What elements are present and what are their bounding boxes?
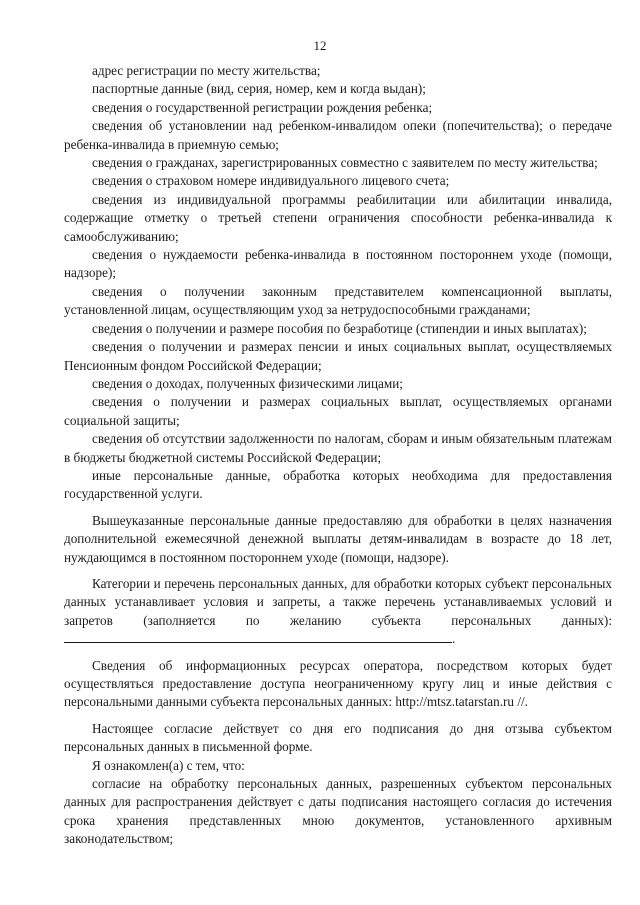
- list-item-insurance-number: сведения о страховом номере индивидуального лицевого счета;: [92, 173, 450, 189]
- acknowledgement-item: согласие на обработку персональных данных, разрешенных субъектом персональных данных для распространения действует с даты подписания настоящего согласия до истечения срока хранения представленных мною документов, установленного архивным законодательством;: [64, 776, 612, 847]
- list-item-passport-data: паспортные данные (вид, серия, номер, кем и когда выдан);: [92, 81, 426, 97]
- list-item-compensation-payment: сведения о получении законным представителем компенсационной выплаты, установленной лицам, осуществляющим уход за нетрудоспособными гражданами;: [64, 283, 612, 318]
- purpose-paragraph: Вышеуказанные персональные данные предоставляю для обработки в целях назначения дополнительной ежемесячной денежной выплаты детям-инвалидам в возрасте до 18 лет, нуждающимся в постоянном постороннем уходе (помощи, надзоре).: [64, 512, 612, 565]
- categories-text: Категории и перечень персональных данных, для обработки которых субъект персональных данных устанавливает условия и запреты, а также перечень устанавливаемых условий и запретов (заполняется по желанию субъекта персональных данных):: [64, 575, 612, 628]
- list-item-rehabilitation-program: сведения из индивидуальной программы реабилитации или абилитации инвалида, содержащие отметку о третьей степени ограничения способности ребенка-инвалида к самообслуживанию;: [64, 191, 612, 244]
- information-resources-paragraph: Сведения об информационных ресурсах оператора, посредством которых будет осуществляться предоставление доступа неограниченному кругу лиц и иные действия с персональными данными субъекта персональных данных: http://mtsz.tatarstan.ru //.: [64, 657, 612, 710]
- list-item-registered-residents: сведения о гражданах, зарегистрированных совместно с заявителем по месту жительства;: [92, 155, 598, 171]
- validity-paragraph: Настоящее согласие действует со дня его подписания до дня отзыва субъектом персональных данных в письменной форме.: [64, 720, 612, 755]
- list-item-social-payments: сведения о получении и размерах социальных выплат, осуществляемых органами социальной защиты;: [64, 394, 612, 428]
- list-item-pension: сведения о получении и размерах пенсии и иных социальных выплат, осуществляемых Пенсионным фондом Российской Федерации;: [64, 339, 612, 373]
- acknowledgement-intro: Я ознакомлен(а) с тем, что:: [92, 757, 245, 773]
- list-item-registration-address: адрес регистрации по месту жительства;: [92, 63, 321, 78]
- list-item-tax-debt: сведения об отсутствии задолженности по налогам, сборам и иным обязательным платежам в бюджеты бюджетной системы Российской Федерации;: [64, 431, 612, 465]
- list-item-unemployment-benefit: сведения о получении и размере пособия по безработице (стипендии и иных выплатах);: [92, 320, 587, 336]
- document-body: [64, 62, 612, 849]
- list-item-care-need: сведения о нуждаемости ребенка-инвалида в постоянном постороннем уходе (помощи, надзоре);: [64, 247, 612, 281]
- list-item-income: сведения о доходах, полученных физическими лицами;: [92, 375, 403, 391]
- page-number: 12: [313, 38, 327, 53]
- list-item-birth-registration: сведения о государственной регистрации рождения ребенка;: [92, 99, 433, 115]
- fill-line-end: .: [452, 631, 456, 647]
- list-item-guardianship: сведения об установлении над ребенком-инвалидом опеки (попечительства); о передаче ребенка-инвалида в приемную семью;: [64, 118, 612, 152]
- list-item-other-data: иные персональные данные, обработка которых необходима для предоставления государственной услуги.: [64, 467, 612, 502]
- categories-fill-line[interactable]: [64, 630, 452, 643]
- categories-paragraph: [64, 575, 612, 649]
